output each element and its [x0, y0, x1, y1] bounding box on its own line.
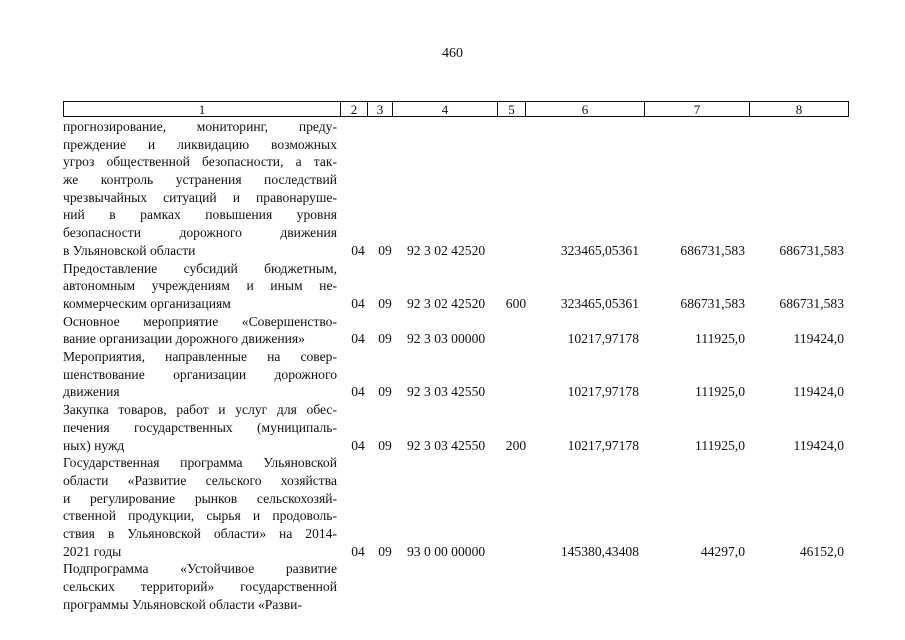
description-line: ний в рамках повышения уровня: [63, 207, 337, 223]
description-line: Закупка товаров, работ и услуг для обес-: [63, 402, 337, 418]
cell-col-6: 323465,05361: [560, 242, 639, 258]
table-row: [0, 260, 905, 313]
description-line: безопасности дорожного движения: [63, 225, 337, 241]
header-cell-8: 8: [795, 102, 803, 117]
cell-col-7: 111925,0: [695, 331, 745, 347]
cell-col-4: 92 3 02 42520: [407, 242, 486, 258]
header-cell-3: 3: [368, 102, 393, 116]
cell-col-3: 09: [378, 295, 392, 311]
table-row: [0, 454, 905, 560]
header-cell-6: 6: [526, 102, 645, 116]
cell-col-2: 04: [351, 331, 365, 347]
row-description: [63, 118, 337, 260]
cell-col-3: 09: [378, 242, 392, 258]
header-cell-2: 2: [341, 102, 368, 116]
description-line: печения государственных (муниципаль-: [63, 419, 337, 435]
row-description: [63, 560, 337, 613]
cell-col-8: 686731,583: [779, 242, 844, 258]
cell-col-2: 04: [351, 295, 365, 311]
description-line: Мероприятия, направленные на совер-: [63, 349, 337, 365]
table-body: [0, 118, 905, 614]
description-line: движения: [63, 384, 120, 400]
description-line: ственной продукции, сырья и продоволь-: [63, 508, 337, 524]
cell-col-2: 04: [351, 437, 365, 453]
header-cell-1: 1: [64, 102, 341, 116]
cell-col-7: 686731,583: [680, 295, 745, 311]
row-description: [63, 260, 337, 313]
cell-col-6: 145380,43408: [560, 543, 639, 559]
cell-col-8: 119424,0: [793, 437, 844, 453]
description-line: угроз общественной безопасности, а так-: [63, 154, 337, 170]
cell-col-8: 46152,0: [799, 543, 844, 559]
cell-col-2: 04: [351, 543, 365, 559]
cell-col-8: 686731,583: [779, 295, 844, 311]
cell-col-5: 200: [505, 437, 527, 453]
description-line: прогнозирование, мониторинг, преду-: [63, 119, 337, 134]
description-line: Предоставление субсидий бюджетным,: [63, 260, 337, 276]
description-line: сельских территорий» государственной: [63, 579, 337, 595]
description-line: Основное мероприятие «Совершенство-: [63, 313, 337, 329]
description-line: в Ульяновской области: [63, 242, 196, 258]
cell-col-6: 10217,97178: [567, 384, 639, 400]
cell-col-5: 600: [505, 295, 527, 311]
cell-col-7: 44297,0: [700, 543, 745, 559]
description-line: Государственная программа Ульяновской: [63, 455, 337, 471]
description-line: области «Развитие сельского хозяйства: [63, 472, 337, 488]
cell-col-4: 92 3 03 42550: [407, 437, 486, 453]
description-line: преждение и ликвидацию возможных: [63, 136, 337, 152]
cell-col-7: 111925,0: [695, 437, 745, 453]
cell-col-8: 119424,0: [793, 384, 844, 400]
description-line: программы Ульяновской области «Разви-: [63, 596, 302, 612]
description-line: чрезвычайных ситуаций и правонаруше-: [63, 189, 337, 205]
cell-col-4: 92 3 02 42520: [407, 295, 486, 311]
row-description: [63, 313, 337, 348]
table-row: [0, 401, 905, 454]
cell-col-8: 119424,0: [793, 331, 844, 347]
description-line: же контроль устранения последствий: [63, 172, 337, 188]
description-line: шенствование организации дорожного: [63, 366, 337, 382]
cell-col-6: 323465,05361: [560, 295, 639, 311]
row-description: [63, 454, 337, 560]
table-header: [63, 101, 849, 117]
cell-col-4: 92 3 03 42550: [407, 384, 486, 400]
cell-col-2: 04: [351, 242, 365, 258]
cell-col-4: 92 3 03 00000: [407, 331, 486, 347]
table-row: [0, 348, 905, 401]
cell-col-3: 09: [378, 384, 392, 400]
header-cell-5: 5: [498, 102, 526, 116]
cell-col-7: 686731,583: [680, 242, 745, 258]
page-number: 460: [442, 46, 463, 61]
description-line: коммерческим организациям: [63, 295, 231, 311]
cell-col-4: 93 0 00 00000: [407, 543, 486, 559]
row-description: [63, 401, 337, 454]
description-line: вание организации дорожного движения»: [63, 331, 305, 347]
description-line: автономным учреждениям и иным не-: [63, 278, 337, 294]
description-line: ствия в Ульяновской области» на 2014-: [63, 526, 337, 542]
header-cell-4: 4: [393, 102, 498, 116]
cell-col-7: 111925,0: [695, 384, 745, 400]
table-row: [0, 560, 905, 613]
cell-col-3: 09: [378, 437, 392, 453]
header-cell-7: 7: [645, 102, 750, 116]
description-line: и регулирование рынков сельскохозяй-: [63, 490, 337, 506]
description-line: 2021 годы: [63, 543, 122, 559]
description-line: ных) нужд: [63, 437, 125, 453]
row-description: [63, 348, 337, 401]
cell-col-2: 04: [351, 384, 365, 400]
table-row: [0, 118, 905, 260]
cell-col-6: 10217,97178: [567, 331, 639, 347]
cell-col-6: 10217,97178: [567, 437, 639, 453]
cell-col-3: 09: [378, 543, 392, 559]
table-row: [0, 313, 905, 348]
cell-col-3: 09: [378, 331, 392, 347]
description-line: Подпрограмма «Устойчивое развитие: [63, 561, 337, 577]
